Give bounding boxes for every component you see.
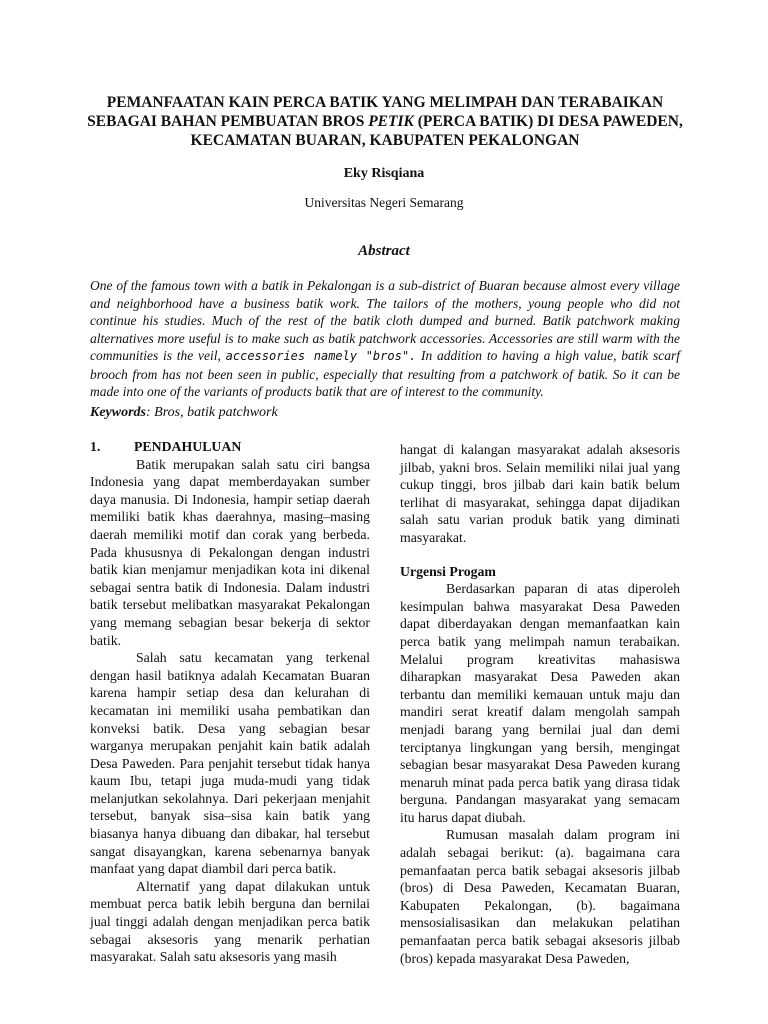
right-paragraph-2: Rumusan masalah dalam program ini adalah sebagai berikut: (a). bagaimana cara pemanfaatan perca batik sebagai aksesoris jilbab (bros) di Desa Paweden, Kecamatan Buaran, Kabupaten Pekalongan, (b). bagaimana mensosialisasikan dan melakukan pelatihan pemanfaatan perca batik sebagai aksesoris jilbab (bros) kepada masyarakat Desa Paweden, <box>400 827 680 966</box>
abstract-heading: Abstract <box>358 243 410 259</box>
keywords-label: Keywords <box>90 405 146 420</box>
subsection-heading: Urgensi Progam <box>400 563 496 579</box>
author-name: Eky Risqiana <box>343 166 425 181</box>
left-column <box>90 438 370 966</box>
title-line-2b: (PERCA BATIK) DI DESA PAWEDEN, <box>417 113 683 130</box>
left-paragraph-1: Batik merupakan salah satu ciri bangsa Indonesia yang dapat memberdayakan sumber daya manusia. Di Indonesia, hampir setiap daerah memiliki batik khas daerahnya, masing–masing daerah memiliki motif dan corak yang berbeda. Pada khususnya di Pekalongan dengan industri batik kian menjamur menjadikan kota ini dikenal sebagai sentra batik di Indonesia. Dalam industri batik tersebut melibatkan masyarakat Pekalongan yang memang sebagian besar bekerja di sektor batik. <box>90 456 370 648</box>
title-line-2-italic: PETIK <box>368 113 414 130</box>
keywords-line <box>90 405 278 421</box>
section-number: 1. <box>90 439 101 454</box>
title-line-1: PEMANFAATAN KAIN PERCA BATIK YANG MELIMPAH DAN TERABAIKAN <box>106 94 664 111</box>
abstract-text-2: In addition to having a high value, batik scarf brooch from has not been seen in public, especially that resulting from a patchwork of batik. So it can be made into one of the variants of products batik that are of interest to the community. <box>90 348 680 399</box>
right-continuation: hangat di kalangan masyarakat adalah aksesoris jilbab, yakni bros. Selain memiliki nilai jual yang cukup tinggi, bros jilbab dari kain batik belum terlihat di masyarakat, sehingga dapat dijadikan salah satu varian produk batik yang diminati masyarakat. <box>400 442 680 545</box>
right-paragraph-1: Berdasarkan paparan di atas diperoleh kesimpulan bahwa masyarakat Desa Paweden dapat diberdayakan dengan memanfaatkan kain perca batik yang melimpah namun terabaikan. Melalui program kreativitas mahasiswa diharapkan masyarakat Desa Paweden akan terbantu dan memiliki kemauan untuk maju dan mandiri serat kreatif dalam mengolah sampah menjadi barang yang bernilai jual dan demi terciptanya lingkungan yang bersih, mengingat sebagian besar masyarakat Desa Paweden kurang menaruh minat pada perca batik yang dirasa tidak berguna. Pandangan masyarakat yang semacam itu harus dapat diubah. <box>400 581 680 825</box>
section-title: PENDAHULUAN <box>134 439 242 454</box>
section-heading <box>90 438 370 456</box>
abstract-text-mono: accessories namely "bros". <box>225 349 417 363</box>
title-line-3: KECAMATAN BUARAN, KABUPATEN PEKALONGAN <box>190 132 580 149</box>
paper-title <box>60 93 710 150</box>
title-line-2a: SEBAGAI BAHAN PEMBUATAN BROS <box>87 113 365 130</box>
keywords-text: : Bros, batik patchwork <box>146 405 278 420</box>
left-paragraph-2: Salah satu kecamatan yang terkenal dengan hasil batiknya adalah Kecamatan Buaran karena hampir setiap desa dan kelurahan di kecamatan ini memiliki usaha pembatikan dan konveksi batik. Desa yang sebagian besar warganya merupakan penjahit kain batik adalah Desa Paweden. Para penjahit tersebut tidak hanya kaum Ibu, tetapi juga muda-mudi yang tidak melanjutkan sekolahnya. Dari pekerjaan menjahit tersebut, banyak sisa–sisa kain batik yang biasanya hanya dibuang dan dibakar, hal tersebut sangat disayangkan, karena sebenarnya banyak manfaat yang dapat diambil dari perca batik. <box>90 650 370 877</box>
abstract-text-1: One of the famous town with a batik in Pekalongan is a sub-district of Buaran because almost every village and neighborhood have a business batik work. The tailors of the mothers, young people who did not continue his studies. Much of the rest of the batik cloth dumped and burned. Batik patchwork making alternatives more useful is to make such as batik patchwork accessories. Accessories are still warm with the communities is the veil, <box>90 278 680 363</box>
author-affiliation: Universitas Negeri Semarang <box>304 195 464 210</box>
left-paragraph-3: Alternatif yang dapat dilakukan untuk membuat perca batik lebih berguna dan bernilai jual tinggi adalah dengan menjadikan perca batik sebagai aksesoris yang menarik perhatian masyarakat. Salah satu aksesoris yang masih <box>90 878 370 965</box>
abstract-body <box>90 277 680 401</box>
right-column <box>400 441 680 967</box>
